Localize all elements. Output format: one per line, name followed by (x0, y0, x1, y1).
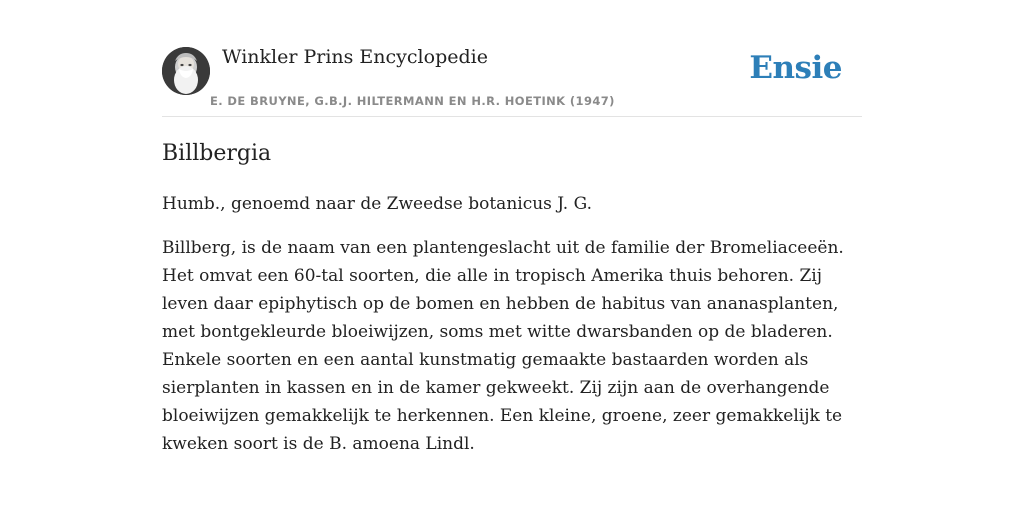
bearded-man-portrait-icon (162, 47, 210, 95)
source-header (162, 40, 862, 117)
article (162, 138, 862, 474)
ensie-logo-link[interactable]: Ensie (749, 50, 842, 86)
article-paragraph: Billberg, is de naam van een plantengeslacht uit de familie der Bromeliaceeën. Het omvat een 60-tal soorten, die alle in tropisch Amerika thuis behoren. Zij leven daar epiphytisch op de bomen en hebben de habitus van ananasplanten, met bontgekleurde bloeiwijzen, soms met witte dwarsbanden op de bladeren. Enkele soorten en een aantal kunstmatig gemaakte bastaarden worden als sierplanten in kassen en in de kamer gekweekt. Zij zijn aan de overhangende bloeiwijzen gemakkelijk te herkennen. Een kleine, groene, zeer gemakkelijk te kweken soort is de B. amoena Lindl. (162, 238, 844, 454)
source-title[interactable]: Winkler Prins Encyclopedie (222, 46, 488, 68)
source-authors: E. DE BRUYNE, G.B.J. HILTERMANN EN H.R. HOETINK (1947) (210, 94, 615, 108)
article-paragraph: Humb., genoemd naar de Zweedse botanicus J. G. (162, 194, 592, 214)
article-title: Billbergia (162, 141, 272, 166)
author-avatar[interactable] (162, 47, 210, 95)
